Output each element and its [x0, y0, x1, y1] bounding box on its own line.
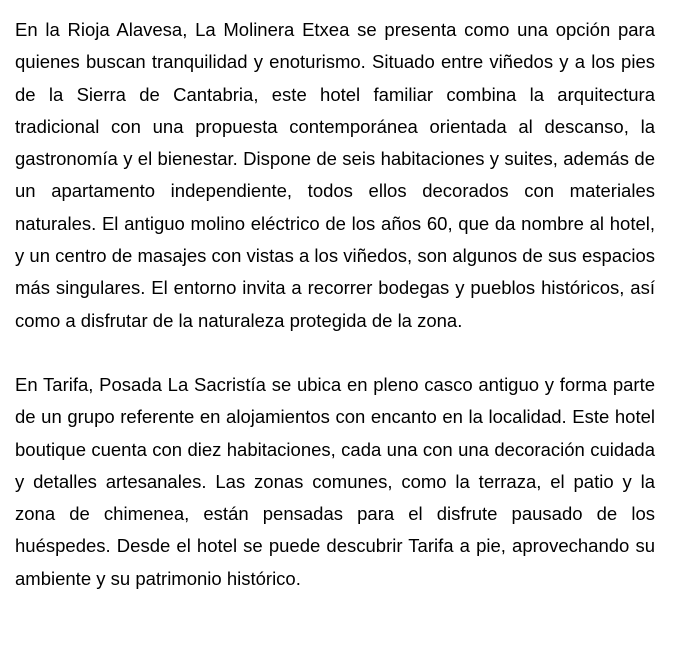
paragraph-posada-la-sacristia: En Tarifa, Posada La Sacristía se ubica en pleno casco antiguo y forma parte de un grupo referente en alojamientos con encanto en la localidad. Este hotel boutique cuenta con diez habitaciones, cada una con una decoración cuidada y detalles artesanales. Las zonas comunes, como la terraza, el patio y la zona de chimenea, están pensadas para el disfrute pausado de los huéspedes. Desde el hotel se puede descubrir Tarifa a pie, aprovechando su ambiente y su patrimonio histórico.	[15, 373, 655, 589]
paragraph-la-molinera-etxea: En la Rioja Alavesa, La Molinera Etxea se presenta como una opción para quienes buscan tranquilidad y enoturismo. Situado entre viñedos y a los pies de la Sierra de Cantabria, este hotel familiar combina la arquitectura tradicional con una propuesta contemporánea orientada al descanso, la gastronomía y el bienestar. Dispone de seis habitaciones y suites, además de un apartamento independiente, todos ellos decorados con materiales naturales. El antiguo molino eléctrico de los años 60, que da nombre al hotel, y un centro de masajes con vistas a los viñedos, son algunos de sus espacios más singulares. El entorno invita a recorrer bodegas y pueblos históricos, así como a disfrutar de la naturaleza protegida de la zona.	[15, 19, 655, 331]
